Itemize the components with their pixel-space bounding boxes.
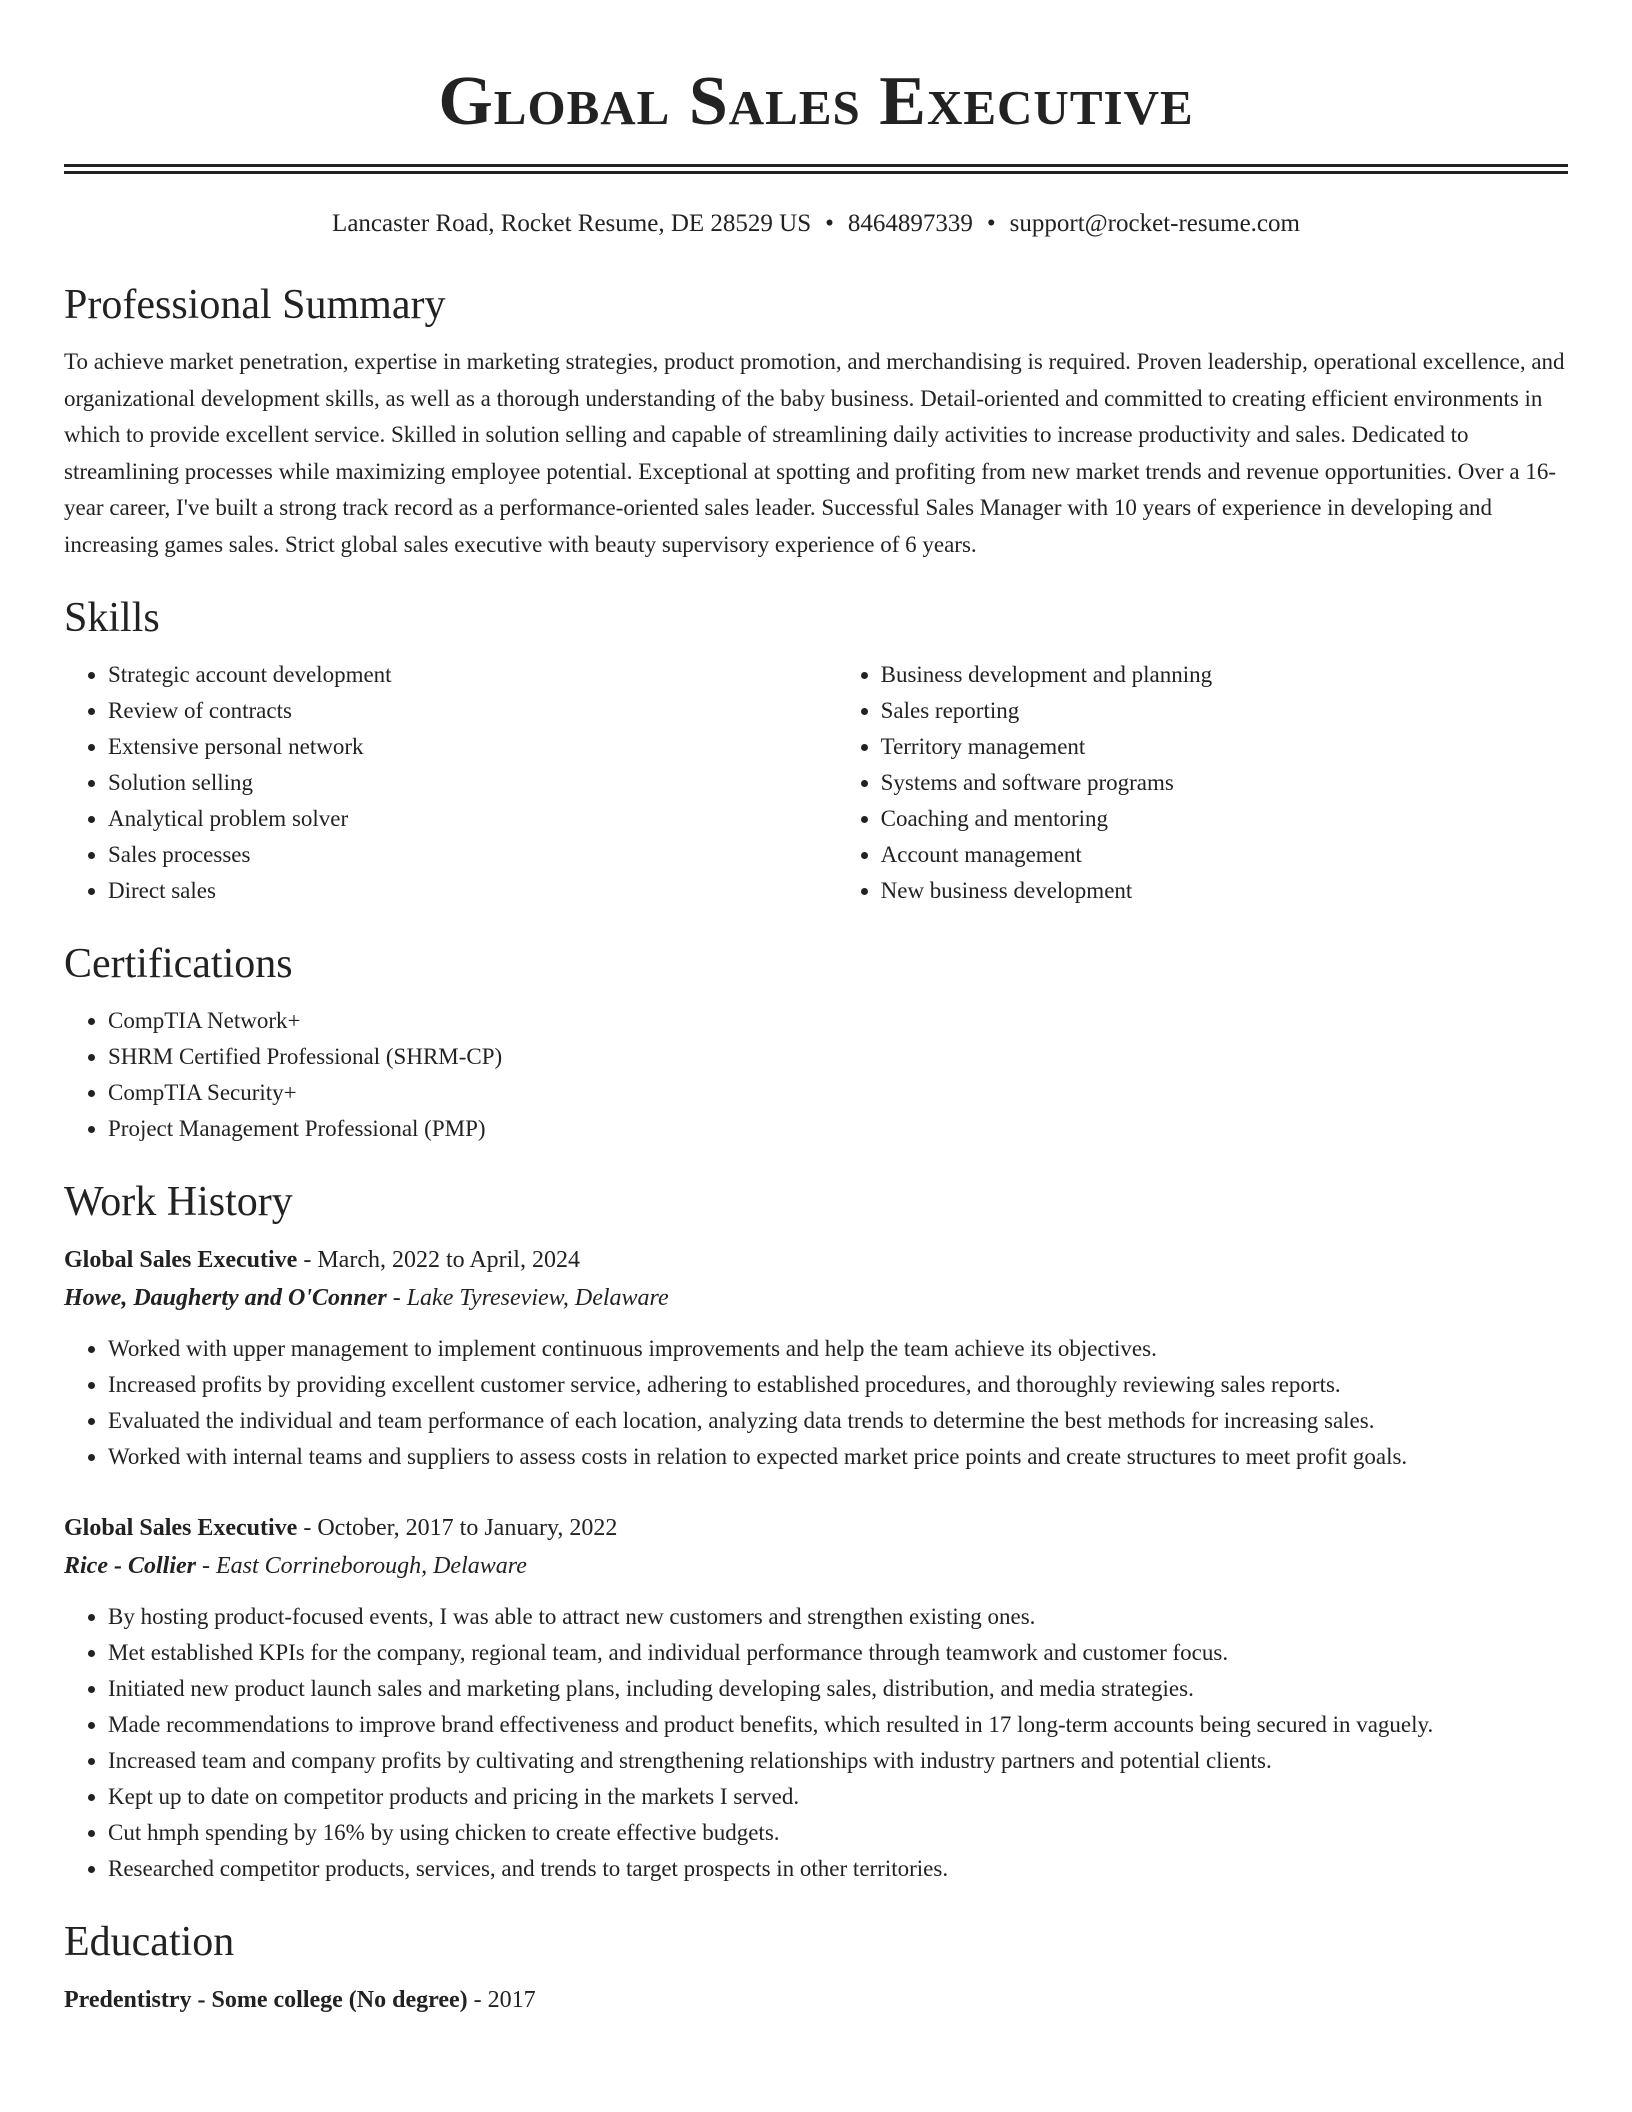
contact-line xyxy=(64,208,1568,240)
contact-separator: • xyxy=(986,210,996,237)
job-title: Global Sales Executive xyxy=(64,1515,298,1541)
skill-item: • Review of contracts xyxy=(108,693,837,729)
certification-item: • CompTIA Security+ xyxy=(108,1075,1568,1111)
job-title-line xyxy=(64,1509,1568,1547)
job-title-line xyxy=(64,1241,1568,1279)
skill-item: • Systems and software programs xyxy=(881,765,1568,801)
job-bullets xyxy=(64,1599,1568,1887)
job-bullet: • Researched competitor products, services, and trends to target prospects in other territories. xyxy=(108,1851,1568,1887)
skills-list-left xyxy=(64,657,837,909)
job-bullet: • Met established KPIs for the company, regional team, and individual performance through teamwork and customer focus. xyxy=(108,1635,1568,1671)
job-company-line xyxy=(64,1547,1568,1585)
education-year: - 2017 xyxy=(467,1987,536,2013)
job-bullet: • Increased team and company profits by cultivating and strengthening relationships with industry partners and potential clients. xyxy=(108,1743,1568,1779)
skill-item: • Strategic account development xyxy=(108,657,837,693)
certifications-list xyxy=(64,1003,1568,1147)
header-double-rule xyxy=(64,164,1568,174)
job-entry xyxy=(64,1509,1568,1887)
skill-item: • Sales reporting xyxy=(881,693,1568,729)
job-bullets xyxy=(64,1331,1568,1475)
skill-item: • New business development xyxy=(881,873,1568,909)
contact-phone: 8464897339 xyxy=(847,210,973,237)
job-bullet: • Worked with upper management to implement continuous improvements and help the team achieve its objectives. xyxy=(108,1331,1568,1367)
skill-item: • Business development and planning xyxy=(881,657,1568,693)
resume-name-heading: Global Sales Executive xyxy=(438,63,1194,140)
skill-item: • Territory management xyxy=(881,729,1568,765)
skill-item: • Sales processes xyxy=(108,837,837,873)
education-degree: Predentistry - Some college (No degree) xyxy=(64,1987,468,2013)
job-company: Rice - Collier xyxy=(64,1553,196,1579)
job-location: - Lake Tyreseview, Delaware xyxy=(386,1285,669,1311)
job-title: Global Sales Executive xyxy=(64,1247,298,1273)
job-company: Howe, Daugherty and O'Conner xyxy=(64,1285,387,1311)
certification-item: • CompTIA Network+ xyxy=(108,1003,1568,1039)
summary-section-title: Professional Summary xyxy=(64,282,446,328)
certification-item: • SHRM Certified Professional (SHRM-CP) xyxy=(108,1039,1568,1075)
skills-list-right xyxy=(837,657,1568,909)
job-dates: - October, 2017 to January, 2022 xyxy=(297,1515,618,1541)
job-bullet: • Kept up to date on competitor products and pricing in the markets I served. xyxy=(108,1779,1568,1815)
job-bullet: • Initiated new product launch sales and marketing plans, including developing sales, distribution, and media strategies. xyxy=(108,1671,1568,1707)
skill-item: • Extensive personal network xyxy=(108,729,837,765)
job-location: - East Corrineborough, Delaware xyxy=(195,1553,527,1579)
skill-item: • Account management xyxy=(881,837,1568,873)
skills-section-title: Skills xyxy=(64,595,160,641)
skill-item: • Direct sales xyxy=(108,873,837,909)
job-bullet: • Cut hmph spending by 16% by using chicken to create effective budgets. xyxy=(108,1815,1568,1851)
contact-email: support@rocket-resume.com xyxy=(1009,210,1300,237)
summary-paragraph: To achieve market penetration, expertise in marketing strategies, product promotion, and merchandising is required. Proven leadership, operational excellence, and organizational development skills, as well as a thorough understanding of the baby business. Detail-oriented and committed to creating efficient environments in which to provide excellent service. Skilled in solution selling and capable of streamlining daily activities to increase productivity and sales. Dedicated to streamlining processes while maximizing employee potential. Exceptional at spotting and profiting from new market trends and revenue opportunities. Over a 16-year career, I've built a strong track record as a performance-oriented sales leader. Successful Sales Manager with 10 years of experience in developing and increasing games sales. Strict global sales executive with beauty supervisory experience of 6 years. xyxy=(64,349,1565,557)
contact-separator: • xyxy=(825,210,834,237)
job-dates: - March, 2022 to April, 2024 xyxy=(297,1247,580,1273)
job-bullet: • By hosting product-focused events, I was able to attract new customers and strengthen existing ones. xyxy=(108,1599,1568,1635)
education-section-title: Education xyxy=(64,1919,235,1965)
job-bullet: • Made recommendations to improve brand effectiveness and product benefits, which resulted in 17 long-term accounts being secured in vaguely. xyxy=(108,1707,1568,1743)
contact-address: Lancaster Road, Rocket Resume, DE 28529 US xyxy=(332,210,812,237)
skills-columns xyxy=(64,657,1568,909)
certifications-section-title: Certifications xyxy=(64,941,293,987)
skill-item: • Analytical problem solver xyxy=(108,801,837,837)
job-bullet: • Worked with internal teams and suppliers to assess costs in relation to expected market price points and create structures to meet profit goals. xyxy=(108,1439,1568,1475)
skill-item: • Solution selling xyxy=(108,765,837,801)
job-bullet: • Evaluated the individual and team performance of each location, analyzing data trends to determine the best methods for increasing sales. xyxy=(108,1403,1568,1439)
job-company-line xyxy=(64,1279,1568,1317)
certification-item: • Project Management Professional (PMP) xyxy=(108,1111,1568,1147)
job-bullet: • Increased profits by providing excellent customer service, adhering to established procedures, and thoroughly reviewing sales reports. xyxy=(108,1367,1568,1403)
work-history-section-title: Work History xyxy=(64,1179,293,1225)
skill-item: • Coaching and mentoring xyxy=(881,801,1568,837)
education-entry xyxy=(64,1981,1568,2019)
job-entry xyxy=(64,1241,1568,1475)
